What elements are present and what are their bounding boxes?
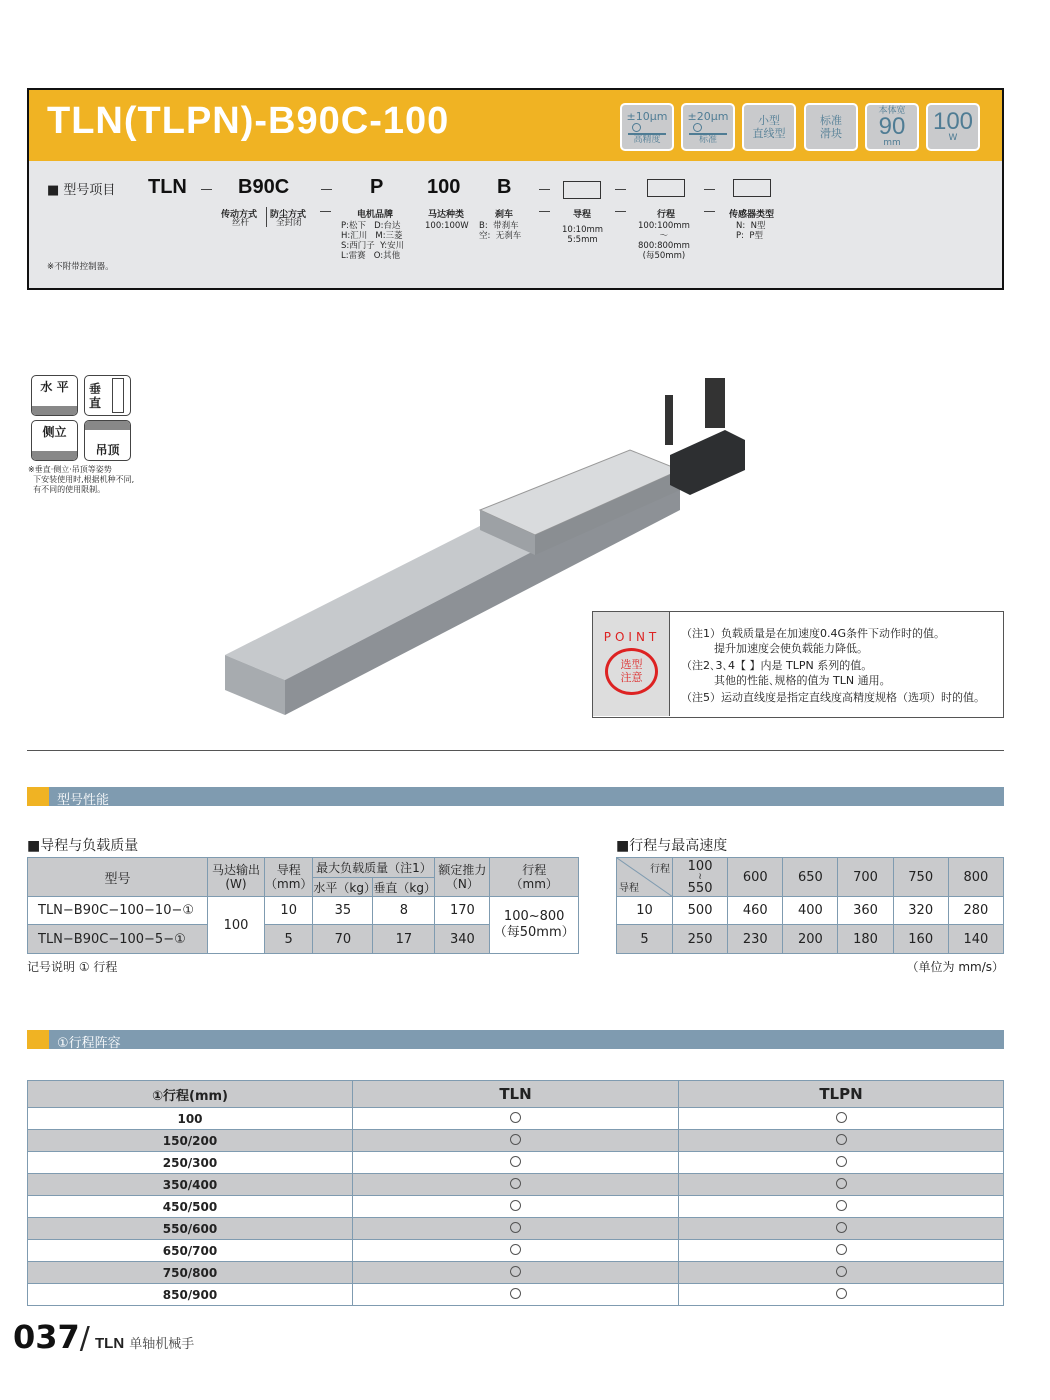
cell-stroke: 650/700: [28, 1240, 353, 1262]
cell-speed: 140: [948, 925, 1003, 954]
model-heading-text: 型号项目: [63, 183, 116, 198]
dash: [704, 189, 715, 190]
dial-gauge-icon: [689, 123, 727, 135]
table-row: [28, 897, 579, 925]
title-band: [29, 90, 1002, 161]
cell-tln-available: [353, 1284, 679, 1306]
cell-speed: 230: [728, 925, 783, 954]
h: 行程: [522, 863, 547, 877]
model-heading: ■ 型号项目: [47, 183, 116, 198]
cell-tlpn-available: [679, 1196, 1004, 1218]
brake-label: 刹车: [495, 210, 514, 220]
point-stamp-panel: [593, 612, 670, 716]
motor-brand-label: 电机品牌: [357, 210, 394, 220]
symbol-legend: 记号说明 ① 行程: [27, 960, 118, 974]
cell-speed: 280: [948, 897, 1003, 925]
h: 额定推力: [438, 863, 487, 877]
cell-tln-available: [353, 1108, 679, 1130]
badge-compact: [742, 103, 796, 151]
cell-tlpn-available: [679, 1262, 1004, 1284]
cell-tln-available: [353, 1152, 679, 1174]
motor-cable: [705, 378, 725, 428]
table-row: [28, 1284, 1004, 1306]
lead-label: 导程: [573, 210, 592, 220]
cell-stroke: [490, 897, 579, 954]
table-row: [28, 1196, 1004, 1218]
badge-text: ±10μm: [626, 109, 668, 123]
cell-tlpn-available: [679, 1108, 1004, 1130]
cell-horizontal: 70: [313, 925, 373, 954]
dash: [615, 211, 626, 212]
footer-series: TLN: [95, 1335, 125, 1352]
col-stroke: ①行程(mm): [28, 1081, 353, 1108]
speed-unit: （单位为 mm/s）: [906, 960, 1004, 974]
posture-label: 侧立: [42, 425, 67, 439]
table-row: [28, 1174, 1004, 1196]
cell-tln-available: [353, 1130, 679, 1152]
table-row: [28, 1218, 1004, 1240]
available-circle-icon: [510, 1178, 521, 1189]
brake-options: B: 带刹车 空: 无刹车: [479, 221, 522, 241]
cell-horizontal: 35: [313, 897, 373, 925]
cell-stroke: 250/300: [28, 1152, 353, 1174]
cell-thrust: 340: [435, 925, 490, 954]
badge-slider: [804, 103, 858, 151]
col-model: 型号: [28, 858, 208, 897]
point-stamp-icon: [605, 648, 658, 695]
posture-vertical: [84, 375, 131, 416]
note-2: （注2､3､4【 】内是 TLPN 系列的值。: [681, 659, 873, 672]
available-circle-icon: [836, 1244, 847, 1255]
badge-text: ±20μm: [687, 109, 729, 123]
motor-type-label: 马达种类: [428, 210, 465, 220]
section-performance: [27, 787, 1004, 806]
badge-precision-10: [620, 103, 674, 151]
cell-lead: 5: [265, 925, 313, 954]
available-circle-icon: [836, 1266, 847, 1277]
divider: [266, 207, 267, 227]
stamp-text: 注意: [620, 671, 643, 684]
cell-speed: 460: [728, 897, 783, 925]
note-1: （注1）负载质量是在加速度0.4G条件下动作时的值。: [681, 627, 946, 640]
h: （mm）: [265, 877, 313, 891]
model-header: [27, 88, 1004, 290]
col-lead: [265, 858, 313, 897]
cell-tlpn-available: [679, 1174, 1004, 1196]
table2-title: ■行程与最高速度: [616, 838, 728, 854]
cell-stroke: 750/800: [28, 1262, 353, 1284]
col-stroke: 800: [948, 858, 1003, 897]
drive-label: 传动方式: [221, 210, 258, 220]
note-2-cont: 其他的性能､规格的值为 TLN 通用。: [714, 674, 891, 687]
cell-tln-available: [353, 1262, 679, 1284]
stroke-box: [647, 179, 685, 197]
badge-width: [865, 103, 919, 151]
cell-lead: 5: [617, 925, 673, 954]
table1-title: ■导程与负载质量: [27, 838, 139, 854]
table-row: [28, 1152, 1004, 1174]
encoder-cable: [665, 395, 673, 445]
cell-thrust: 170: [435, 897, 490, 925]
lead-box: [563, 181, 601, 199]
available-circle-icon: [510, 1222, 521, 1233]
note-1-cont: 提升加速度会使负载能力降低。: [714, 642, 868, 655]
posture-label: 水 平: [40, 380, 69, 394]
available-circle-icon: [836, 1134, 847, 1145]
cell-tlpn-available: [679, 1218, 1004, 1240]
col-stroke: 600: [728, 858, 783, 897]
h: （N）: [445, 877, 479, 891]
code-motor-type: 100: [427, 176, 461, 198]
cell-stroke: 450/500: [28, 1196, 353, 1218]
stroke-options: 100:100mm ～ 800:800mm (每50mm): [638, 221, 690, 261]
cell-stroke: 350/400: [28, 1174, 353, 1196]
available-circle-icon: [836, 1112, 847, 1123]
sensor-options: N: N型 P: P型: [736, 221, 766, 241]
sensor-box: [733, 179, 771, 197]
col-thrust: [435, 858, 490, 897]
table-row: [28, 1130, 1004, 1152]
cell-tlpn-available: [679, 1284, 1004, 1306]
badge-value: 90: [878, 113, 906, 140]
col-horizontal: 水平（kg）: [313, 878, 373, 897]
corner-top: 行程: [650, 864, 670, 875]
stroke-label: 行程: [657, 210, 676, 220]
col-vertical: 垂直（kg）: [373, 878, 435, 897]
dash: [704, 211, 715, 212]
available-circle-icon: [510, 1134, 521, 1145]
badge-text: 标准: [820, 114, 842, 127]
badge-sub: 高精度: [633, 134, 661, 145]
code-series: TLN: [148, 176, 187, 198]
dash: [615, 189, 626, 190]
cell-tlpn-available: [679, 1152, 1004, 1174]
cell-vertical: 17: [373, 925, 435, 954]
cell-stroke: 550/600: [28, 1218, 353, 1240]
available-circle-icon: [836, 1200, 847, 1211]
cell-model: TLN−B90C−100−10−①: [28, 897, 208, 925]
posture-label: 垂直: [89, 382, 102, 410]
badge-sub: 标准: [698, 134, 717, 145]
posture-horizontal: [31, 375, 78, 416]
badge-value: 100: [932, 108, 974, 135]
available-circle-icon: [836, 1288, 847, 1299]
badge-power: [926, 103, 980, 151]
badge-text: 直线型: [752, 127, 786, 140]
h: 导程: [276, 863, 301, 877]
section-title: 型号性能: [57, 793, 110, 808]
dash: [201, 189, 212, 190]
col-stroke-range: [673, 858, 728, 897]
point-ring-text: POINT: [603, 630, 661, 644]
cell-speed: 360: [838, 897, 893, 925]
available-circle-icon: [510, 1200, 521, 1211]
point-notice: [592, 611, 1004, 718]
point-notes: [681, 626, 985, 705]
col-motor: [208, 858, 265, 897]
cell-motor: 100: [208, 897, 265, 954]
cell-tln-available: [353, 1218, 679, 1240]
posture-label: 吊顶: [95, 443, 120, 457]
available-circle-icon: [836, 1178, 847, 1189]
col-tlpn: TLPN: [679, 1081, 1004, 1108]
cell-speed: 500: [673, 897, 728, 925]
h: 100: [687, 858, 713, 874]
code-type: B90C: [238, 176, 290, 198]
speed-table: [616, 857, 1004, 954]
h: （mm）: [510, 877, 558, 891]
available-circle-icon: [510, 1266, 521, 1277]
col-stroke: 750: [893, 858, 948, 897]
col-stroke: 700: [838, 858, 893, 897]
posture-side: [31, 420, 78, 461]
available-circle-icon: [836, 1222, 847, 1233]
stroke-lineup-table: [27, 1080, 1004, 1306]
available-circle-icon: [510, 1112, 521, 1123]
v: 100~800: [503, 909, 565, 924]
corner-bottom: 导程: [619, 883, 639, 894]
dust-value: 全封闭: [276, 218, 302, 228]
badge-unit: W: [948, 133, 958, 143]
code-brake: B: [497, 176, 512, 198]
h: 马达输出: [211, 863, 260, 877]
motor-type-options: 100:100W: [425, 221, 469, 231]
dust-label: 防尘方式: [270, 210, 307, 220]
footer-name: 单轴机械手: [129, 1337, 195, 1352]
col-stroke: [490, 858, 579, 897]
h: ≀: [698, 871, 702, 882]
h: (W): [225, 877, 247, 891]
divider: [27, 750, 1004, 751]
badge-precision-20: [681, 103, 735, 151]
motor-brand-options: P:松下 D:台达 H:汇川 M:三菱 S:西门子 Y:安川 L:雷赛 O:其他: [341, 221, 405, 261]
cell-stroke: 850/900: [28, 1284, 353, 1306]
cell-speed: 320: [893, 897, 948, 925]
drive-value: 丝杆: [232, 218, 250, 228]
cell-speed: 180: [838, 925, 893, 954]
dash: [539, 211, 550, 212]
sensor-label: 传感器类型: [729, 210, 775, 220]
cell-speed: 400: [783, 897, 838, 925]
stamp-text: 选型: [620, 658, 643, 671]
dash: [321, 189, 332, 190]
page-footer: [13, 1318, 194, 1356]
section-stroke-lineup: [27, 1030, 1004, 1049]
cell-lead: 10: [617, 897, 673, 925]
corner-header: [617, 858, 673, 897]
posture-note: ※垂直·侧立·吊顶等姿势 下安装使用时,根据机种不同, 有不同的使用限制。: [28, 465, 135, 494]
table-row: [28, 1240, 1004, 1262]
page-number: 037: [13, 1318, 80, 1356]
cell-stroke: 100: [28, 1108, 353, 1130]
col-stroke: 650: [783, 858, 838, 897]
motor: [670, 430, 745, 495]
h: 550: [687, 880, 713, 896]
controller-note: ※不附带控制器。: [47, 262, 114, 272]
table-row: [617, 925, 1004, 954]
lead-options: 10:10mm 5:5mm: [562, 225, 604, 245]
cell-speed: 250: [673, 925, 728, 954]
available-circle-icon: [510, 1288, 521, 1299]
code-motor-brand: P: [370, 176, 384, 198]
lead-load-table: [27, 857, 579, 954]
dash: [320, 211, 331, 212]
cell-tlpn-available: [679, 1240, 1004, 1262]
table-row: [28, 1108, 1004, 1130]
available-circle-icon: [510, 1244, 521, 1255]
posture-ceiling: [84, 420, 131, 461]
cell-tln-available: [353, 1174, 679, 1196]
v: （每50mm）: [493, 925, 575, 940]
table-row: [28, 1262, 1004, 1284]
available-circle-icon: [510, 1156, 521, 1167]
cell-model: TLN−B90C−100−5−①: [28, 925, 208, 954]
cell-speed: 200: [783, 925, 838, 954]
col-max-load: 最大负载质量（注1）: [313, 858, 435, 878]
col-tln: TLN: [353, 1081, 679, 1108]
cell-lead: 10: [265, 897, 313, 925]
cell-stroke: 150/200: [28, 1130, 353, 1152]
section-title: ①行程阵容: [57, 1036, 121, 1051]
page-title: TLN(TLPN)-B90C-100: [47, 100, 450, 142]
note-5: （注5）运动直线度是指定直线度高精度规格（选项）时的值。: [681, 691, 985, 704]
cell-speed: 160: [893, 925, 948, 954]
badge-text: 本体宽: [878, 106, 906, 116]
cell-tln-available: [353, 1196, 679, 1218]
cell-tlpn-available: [679, 1130, 1004, 1152]
dial-gauge-icon: [628, 123, 666, 135]
badge-text: 滑块: [820, 127, 842, 140]
table-row: [617, 897, 1004, 925]
cell-vertical: 8: [373, 897, 435, 925]
available-circle-icon: [836, 1156, 847, 1167]
footer-slash: /: [79, 1321, 90, 1356]
dash: [539, 189, 550, 190]
badge-text: 小型: [758, 114, 780, 127]
badge-unit: mm: [883, 138, 901, 148]
cell-tln-available: [353, 1240, 679, 1262]
